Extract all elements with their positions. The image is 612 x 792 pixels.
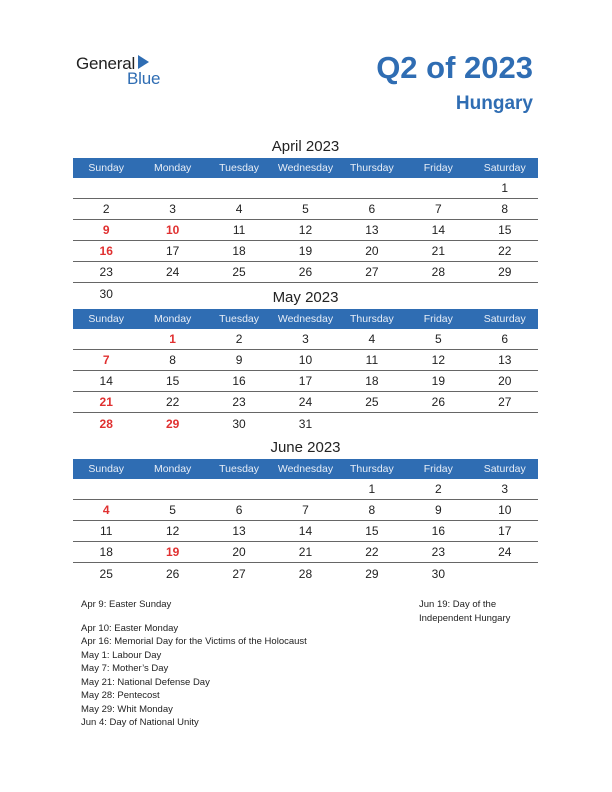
day-cell: 30: [431, 566, 445, 581]
month-title: April 2023: [271, 138, 340, 155]
day-cell: 23: [232, 395, 246, 409]
day-cell: 6: [235, 503, 243, 517]
day-cell: 9: [235, 353, 243, 367]
day-cell: 2: [434, 482, 442, 496]
day-cell: 11: [365, 353, 379, 367]
weekday-label: Saturday: [483, 463, 526, 475]
holiday-note-right: Jun 19: Day of the Independent Hungary: [419, 599, 511, 624]
weekday-label: Monday: [153, 313, 192, 325]
weekday-label: Wednesday: [277, 162, 334, 174]
day-cell: 23: [431, 545, 445, 559]
day-cell: 5: [434, 332, 442, 346]
week-row: [73, 262, 538, 283]
weekday-label: Sunday: [88, 313, 125, 325]
day-cell: 10: [165, 223, 180, 237]
logo-word-general: General: [76, 54, 136, 73]
week-row: [73, 479, 538, 500]
holiday-note: May 28: Pentecost: [81, 690, 160, 701]
weekday-label: Wednesday: [277, 463, 334, 475]
day-cell: 29: [165, 416, 180, 431]
day-cell: 3: [169, 202, 176, 216]
day-cell: 4: [235, 202, 243, 216]
day-cell: 30: [232, 416, 246, 431]
month-title: June 2023: [270, 439, 341, 456]
week-row: [73, 371, 538, 392]
week-row: [73, 329, 538, 350]
day-cell: 28: [99, 416, 113, 431]
day-cell: 2: [235, 332, 243, 346]
week-row: [73, 542, 538, 563]
day-cell: 6: [501, 332, 509, 346]
holiday-note: May 1: Labour Day: [81, 649, 162, 661]
day-cell: 19: [431, 374, 445, 388]
day-cell: 5: [169, 503, 176, 517]
day-cell: 14: [431, 223, 445, 237]
weekday-label: Tuesday: [219, 162, 259, 174]
day-cell: 30: [99, 286, 113, 301]
day-cell: 25: [99, 566, 113, 581]
day-cell: 26: [431, 395, 445, 409]
weekday-label: Tuesday: [219, 313, 259, 325]
day-cell: 24: [498, 545, 512, 559]
day-cell: 3: [302, 332, 309, 346]
day-cell: 8: [169, 353, 176, 367]
day-cell: 16: [99, 244, 113, 258]
holiday-note: Jun 4: Day of National Unity: [81, 717, 199, 728]
weekday-label: Friday: [423, 463, 453, 475]
day-cell: 9: [434, 503, 442, 517]
day-cell: 19: [298, 244, 313, 258]
weekday-header: [73, 459, 538, 479]
day-cell: 11: [232, 223, 246, 237]
day-cell: 20: [365, 244, 379, 258]
day-cell: 17: [498, 524, 512, 538]
holiday-note: Apr 10: Easter Monday: [81, 622, 179, 634]
month-title: May 2023: [272, 289, 339, 306]
country-name: Hungary: [455, 93, 533, 114]
day-cell: 8: [368, 503, 376, 517]
day-cell: 15: [498, 223, 512, 237]
holiday-notes-list: [81, 622, 307, 730]
weekday-label: Friday: [423, 162, 453, 174]
weekday-label: Saturday: [483, 162, 526, 174]
day-cell: 24: [165, 265, 180, 279]
day-cell: 22: [498, 244, 512, 258]
holiday-note: May 29: Whit Monday: [81, 703, 173, 715]
day-cell: 17: [165, 244, 180, 258]
generalblue-logo: [76, 52, 186, 92]
day-cell: 26: [298, 265, 313, 279]
logo-triangle-icon: [138, 55, 149, 69]
weekday-label: Wednesday: [277, 313, 334, 325]
day-cell: 5: [302, 202, 309, 216]
day-cell: 1: [368, 482, 376, 496]
day-cell: 18: [365, 374, 379, 388]
day-cell: 10: [298, 353, 313, 367]
week-row: [73, 500, 538, 521]
week-row: [73, 178, 538, 199]
day-cell: 18: [99, 545, 113, 559]
day-cell: 3: [501, 482, 509, 496]
weekday-label: Friday: [423, 313, 453, 325]
day-cell: 25: [232, 265, 246, 279]
day-cell: 27: [365, 265, 379, 279]
day-cell: 8: [501, 202, 509, 216]
day-cell: 1: [501, 181, 509, 195]
day-cell: 12: [165, 524, 180, 538]
weekday-header: [73, 309, 538, 329]
day-cell: 21: [99, 395, 113, 409]
day-cell: 2: [102, 202, 110, 216]
holiday-notes: [81, 598, 307, 730]
month-june: [73, 437, 538, 584]
weekday-label: Thursday: [350, 313, 394, 325]
weekday-label: Thursday: [350, 162, 394, 174]
day-cell: 15: [365, 524, 379, 538]
week-row: [73, 199, 538, 220]
week-row: [73, 220, 538, 241]
day-cell: 7: [434, 202, 442, 216]
day-cell: 23: [99, 265, 113, 279]
day-cell: 17: [298, 374, 313, 388]
day-cell: 27: [498, 395, 512, 409]
day-cell: 26: [165, 566, 180, 581]
holiday-note: May 7: Mother’s Day: [81, 663, 169, 674]
week-row: [73, 413, 538, 434]
logo-word-blue: Blue: [127, 69, 161, 88]
day-cell: 7: [302, 503, 309, 517]
day-cell: 10: [498, 503, 512, 517]
week-row: [73, 521, 538, 542]
day-cell: 29: [365, 566, 379, 581]
day-cell: 22: [165, 395, 180, 409]
day-cell: 25: [365, 395, 379, 409]
weekday-label: Sunday: [88, 162, 125, 174]
day-cell: 19: [165, 545, 180, 559]
day-cell: 29: [498, 265, 512, 279]
weekday-label: Thursday: [350, 463, 394, 475]
week-row: [73, 563, 538, 584]
weekday-label: Monday: [153, 162, 192, 174]
day-cell: 11: [99, 524, 113, 538]
day-cell: 13: [365, 223, 379, 237]
day-cell: 13: [498, 353, 512, 367]
day-cell: 16: [431, 524, 445, 538]
day-cell: 16: [232, 374, 246, 388]
day-cell: 1: [169, 332, 176, 346]
holiday-note: May 21: National Defense Day: [81, 676, 210, 688]
day-cell: 28: [298, 566, 313, 581]
day-cell: 4: [102, 503, 110, 517]
day-cell: 21: [298, 545, 313, 559]
weekday-label: Saturday: [483, 313, 526, 325]
day-cell: 6: [368, 202, 376, 216]
day-cell: 28: [431, 265, 445, 279]
day-cell: 22: [365, 545, 379, 559]
month-may: [73, 287, 538, 434]
holiday-note: Apr 16: Memorial Day for the Victims of the Holocaust: [81, 636, 307, 647]
weekday-label: Tuesday: [219, 463, 259, 475]
week-row: [73, 241, 538, 262]
weekday-label: Monday: [153, 463, 192, 475]
day-cell: 31: [298, 416, 313, 431]
month-april: [73, 136, 538, 304]
weekday-header: [73, 158, 538, 178]
day-cell: 15: [165, 374, 180, 388]
weekday-label: Sunday: [88, 463, 125, 475]
day-cell: 7: [102, 353, 110, 367]
day-cell: 13: [232, 524, 246, 538]
day-cell: 12: [298, 223, 313, 237]
day-cell: 20: [498, 374, 512, 388]
day-cell: 14: [99, 374, 113, 388]
day-cell: 18: [232, 244, 246, 258]
week-row: [73, 392, 538, 413]
page-title: Q2 of 2023: [376, 50, 533, 85]
day-cell: 24: [298, 395, 313, 409]
day-cell: 4: [368, 332, 376, 346]
day-cell: 14: [298, 524, 313, 538]
day-cell: 9: [102, 223, 110, 237]
holiday-note: Apr 9: Easter Sunday: [81, 599, 172, 610]
day-cell: 12: [431, 353, 445, 367]
day-cell: 21: [431, 244, 445, 258]
week-row: [73, 350, 538, 371]
day-cell: 27: [232, 566, 246, 581]
day-cell: 20: [232, 545, 246, 559]
